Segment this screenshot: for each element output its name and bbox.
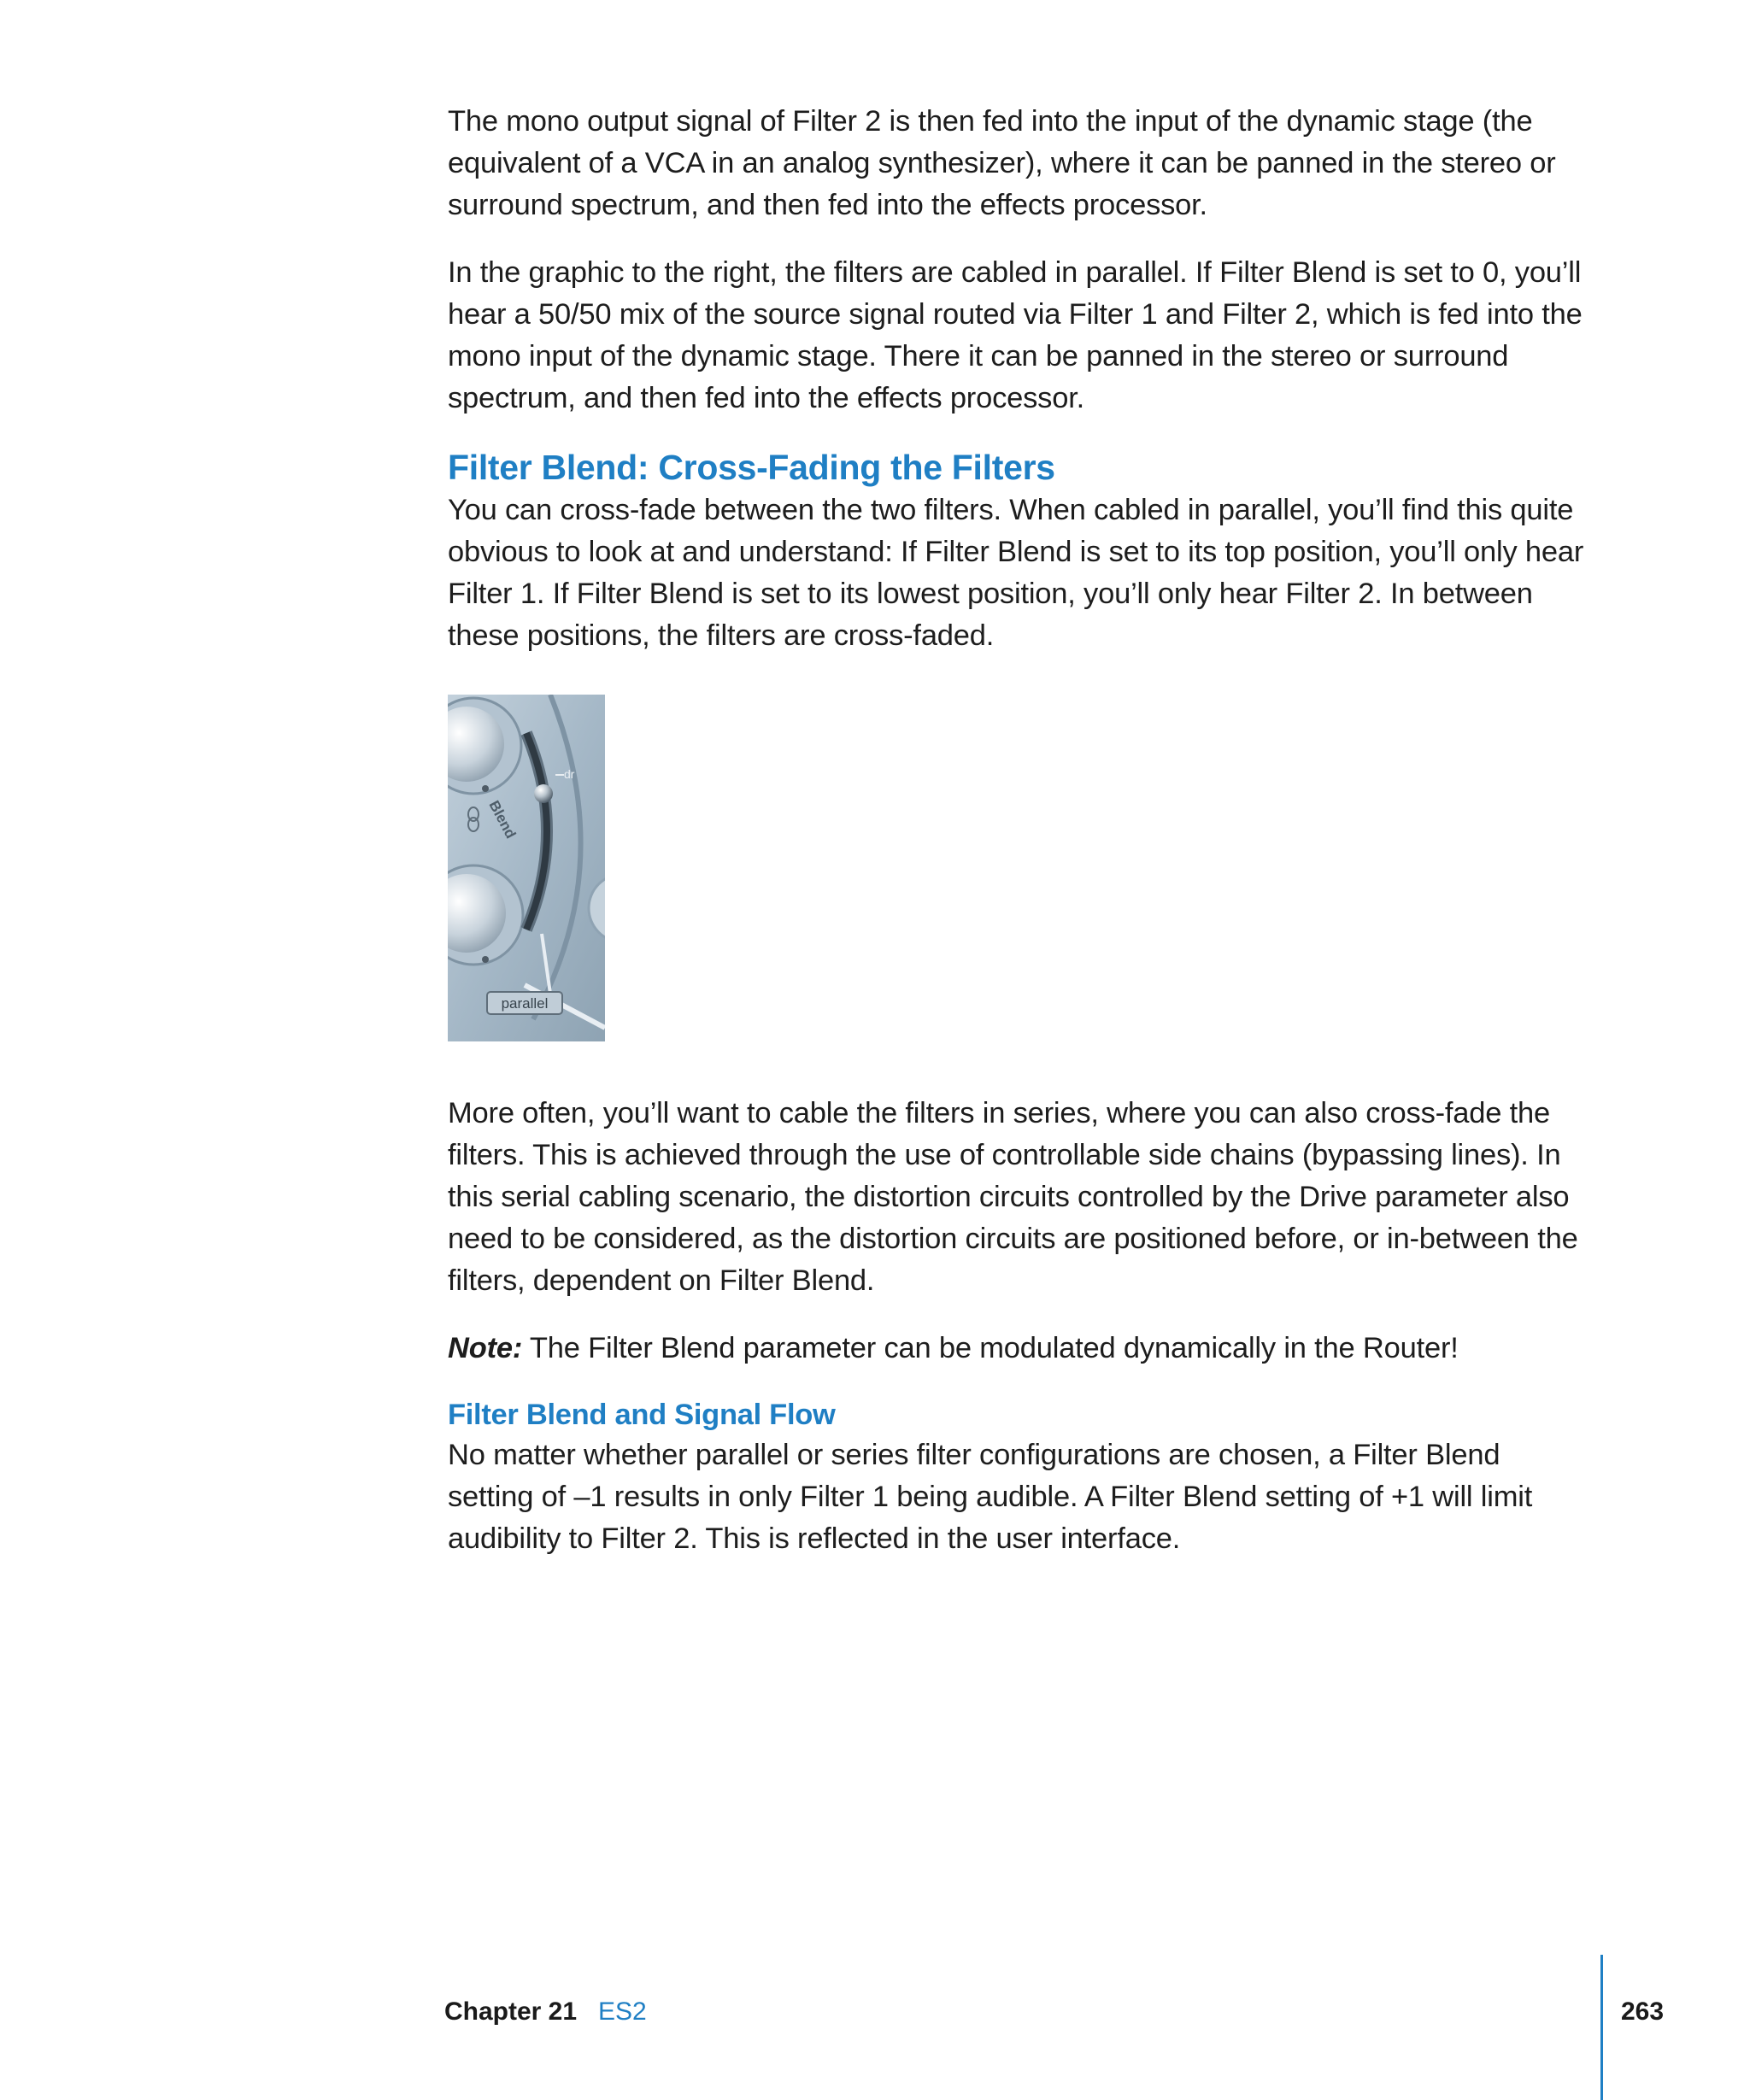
- blend-slider-handle: [534, 784, 553, 803]
- paragraph-signal-flow: No matter whether parallel or series filter configurations are chosen, a Filter Blend setting of –1 results in only Filter 1 being audible. A Filter Blend setting of +1 will limit audibility to Filter 2. This is reflected in the user interface.: [448, 1439, 1533, 1555]
- paragraph-cross-fade: You can cross-fade between the two filters. When cabled in parallel, you’ll find this quite obvious to look at and understand: If Filter Blend is set to its top position, you’ll only hear Filter 1. If Filter Blend is set to its lowest position, you’ll only hear Filter 2. In between these positions, the filters are cross-faded.: [448, 494, 1584, 652]
- paragraph-parallel-graphic: In the graphic to the right, the filters are cabled in parallel. If Filter Blend is set to 0, you’ll hear a 50/50 mix of the source signal routed via Filter 1 and Filter 2, which is fed into the mono input of the dynamic stage. There it can be panned in the stereo or surround spectrum, and then fed into the effects processor.: [448, 256, 1583, 414]
- drive-label: dr: [564, 767, 575, 781]
- section-heading-filter-blend: Filter Blend: Cross-Fading the Filters: [448, 448, 1055, 487]
- filter1-knob-dot: [482, 785, 489, 792]
- paragraph-note: [448, 1328, 1593, 1370]
- footer-page-number: 263: [1621, 1997, 1665, 2026]
- subsection-heading-signal-flow: Filter Blend and Signal Flow: [448, 1399, 836, 1431]
- footer-section-link[interactable]: ES2: [598, 1997, 647, 2026]
- paragraph-series-cabling: More often, you’ll want to cable the filters in series, where you can also cross-fade the filters. This is achieved through the use of controllable side chains (bypassing lines). In this serial cabling scenario, the distortion circuits controlled by the Drive parameter also need to be considered, as the distortion circuits are positioned before, or in-between the filters, dependent on Filter Blend.: [448, 1097, 1578, 1297]
- filter2-knob-dot: [482, 956, 489, 963]
- blend-label: Blend: [485, 797, 520, 842]
- main-content: [448, 101, 1593, 1586]
- paragraph-mono-output: The mono output signal of Filter 2 is then fed into the input of the dynamic stage (the equivalent of a VCA in an analog synthesizer), where it can be panned in the stereo or surround spectrum, and then fed into the effects processor.: [448, 105, 1556, 221]
- footer-divider: [1600, 1955, 1603, 2100]
- footer-chapter: Chapter 21: [444, 1997, 578, 2026]
- filter-blend-illustration: [448, 695, 605, 1041]
- parallel-label: parallel: [501, 995, 549, 1012]
- note-label: Note:: [448, 1332, 523, 1364]
- filter-blend-figure: [448, 695, 605, 1041]
- note-text: The Filter Blend parameter can be modulated dynamically in the Router!: [522, 1332, 1459, 1364]
